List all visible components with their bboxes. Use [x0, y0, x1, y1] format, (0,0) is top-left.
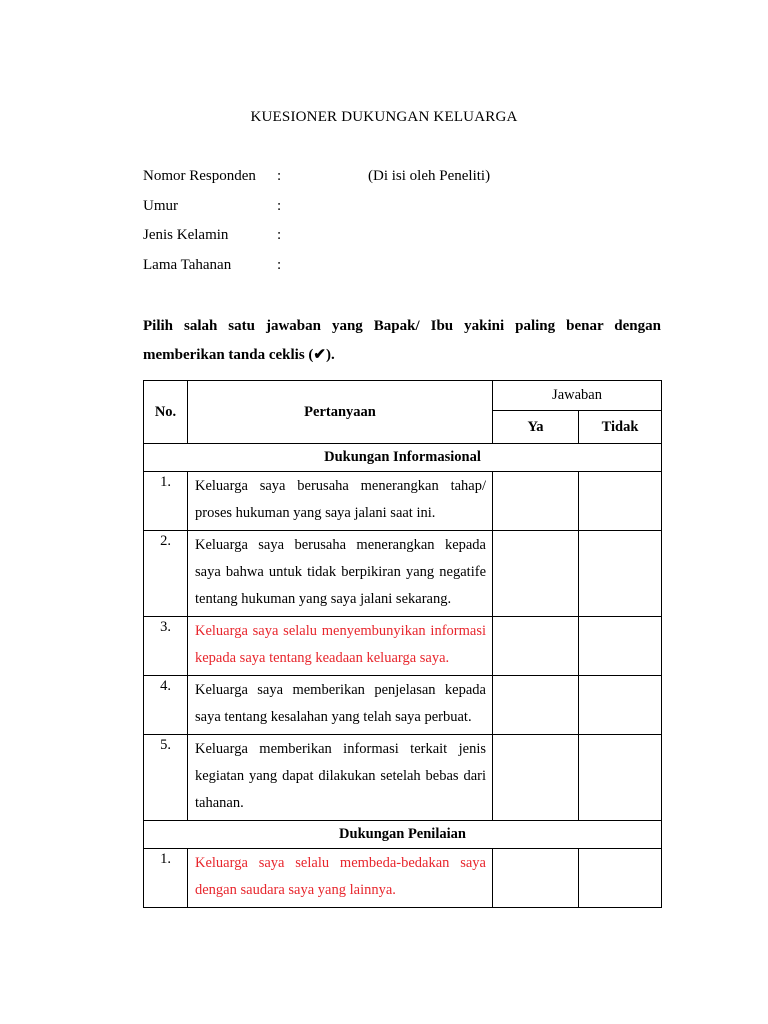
- answer-no-cell[interactable]: [579, 849, 662, 908]
- question-text: Keluarga saya berusaha menerangkan kepada saya bahwa untuk tidak berpikiran yang negatife tentang hukuman yang saya jalani sekarang.: [188, 531, 493, 617]
- question-number: 3.: [144, 617, 188, 676]
- answer-yes-cell[interactable]: [493, 849, 579, 908]
- answer-yes-cell[interactable]: [493, 617, 579, 676]
- answer-no-cell[interactable]: [579, 676, 662, 735]
- question-text: Keluarga saya selalu membeda-bedakan saya dengan saudara saya yang lainnya.: [188, 849, 493, 908]
- question-text: Keluarga saya selalu menyembunyikan informasi kepada saya tentang keadaan keluarga saya.: [188, 617, 493, 676]
- questionnaire-table: [143, 380, 662, 908]
- info-colon: :: [277, 256, 282, 273]
- question-number: 2.: [144, 531, 188, 617]
- header-yes: Ya: [493, 411, 579, 444]
- header-answer: Jawaban: [493, 381, 662, 411]
- question-text: Keluarga saya memberikan penjelasan kepada saya tentang kesalahan yang telah saya perbuat.: [188, 676, 493, 735]
- question-number: 1.: [144, 472, 188, 531]
- section-title: Dukungan Penilaian: [144, 821, 662, 849]
- header-no-answer: Tidak: [579, 411, 662, 444]
- info-colon: :: [277, 168, 282, 184]
- info-label: Nomor Responden: [143, 168, 256, 184]
- info-label: Jenis Kelamin: [143, 227, 229, 243]
- answer-no-cell[interactable]: [579, 531, 662, 617]
- question-text: Keluarga saya berusaha menerangkan tahap/ proses hukuman yang saya jalani saat ini.: [188, 472, 493, 531]
- question-number: 5.: [144, 735, 188, 821]
- section-title: Dukungan Informasional: [144, 444, 662, 472]
- table-row: [144, 676, 662, 735]
- header-number: No.: [144, 381, 188, 444]
- instruction-text: Pilih salah satu jawaban yang Bapak/ Ibu yakini paling benar dengan memberikan tanda ceklis (✔).: [143, 318, 661, 363]
- info-colon: :: [277, 197, 282, 214]
- table-row: [144, 735, 662, 821]
- answer-no-cell[interactable]: [579, 617, 662, 676]
- question-text: Keluarga memberikan informasi terkait jenis kegiatan yang dapat dilakukan setelah bebas dari tahanan.: [188, 735, 493, 821]
- info-colon: :: [277, 227, 282, 243]
- answer-no-cell[interactable]: [579, 735, 662, 821]
- table-row: [144, 531, 662, 617]
- answer-yes-cell[interactable]: [493, 735, 579, 821]
- answer-yes-cell[interactable]: [493, 531, 579, 617]
- question-number: 1.: [144, 849, 188, 908]
- document-title: KUESIONER DUKUNGAN KELUARGA: [250, 109, 518, 125]
- info-label: Umur: [143, 197, 178, 214]
- header-question: Pertanyaan: [188, 381, 493, 444]
- answer-yes-cell[interactable]: [493, 472, 579, 531]
- info-value: (Di isi oleh Peneliti): [368, 168, 491, 184]
- answer-yes-cell[interactable]: [493, 676, 579, 735]
- answer-no-cell[interactable]: [579, 472, 662, 531]
- table-row: [144, 617, 662, 676]
- info-label: Lama Tahanan: [143, 256, 232, 273]
- table-row: [144, 472, 662, 531]
- question-number: 4.: [144, 676, 188, 735]
- table-row: [144, 849, 662, 908]
